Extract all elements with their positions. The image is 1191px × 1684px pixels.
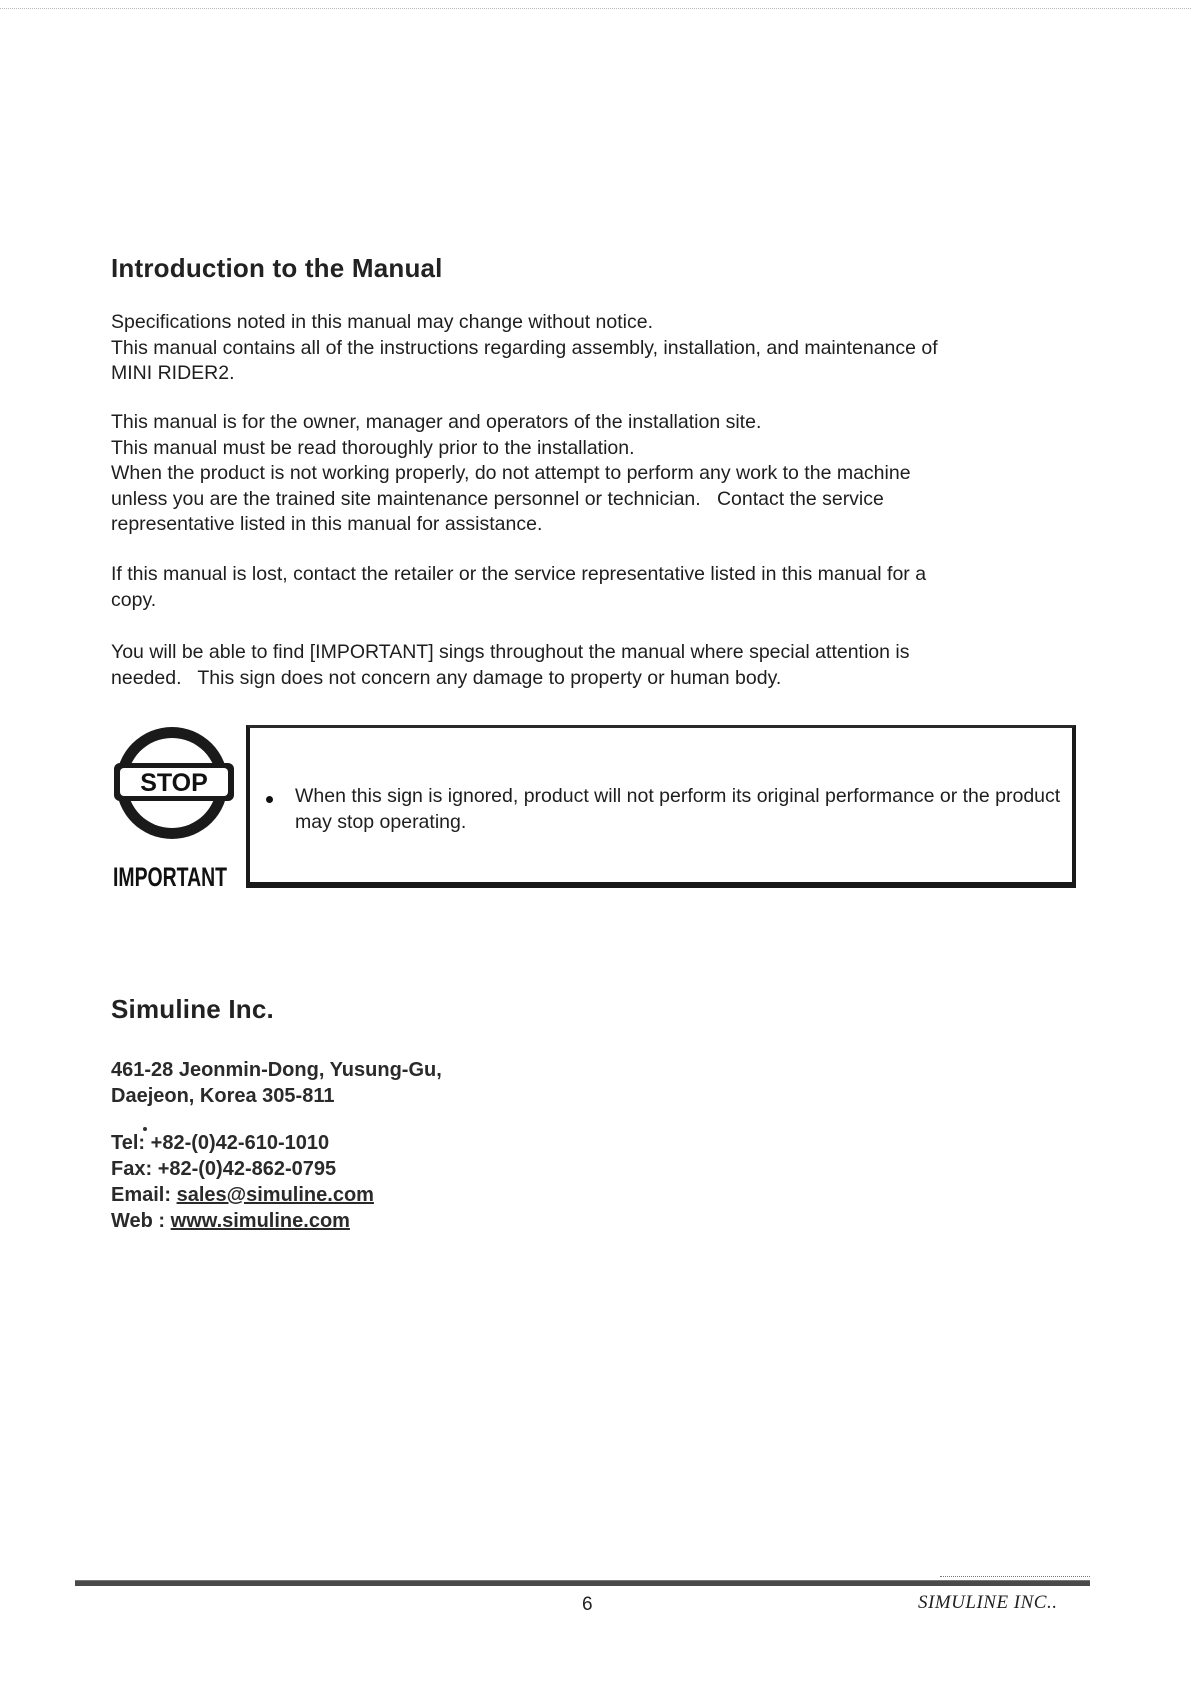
text-line: If this manual is lost, contact the retailer or the service representative listed in this manual for a <box>111 563 927 585</box>
text-line: When the product is not working properly, do not attempt to perform any work to the machine <box>111 462 911 484</box>
text-line: You will be able to find [IMPORTANT] sings throughout the manual where special attention is <box>111 641 910 663</box>
intro-paragraph-4 <box>111 640 1071 691</box>
text-line: copy. <box>111 588 157 611</box>
email-link[interactable]: sales@simuline.com <box>176 1184 374 1206</box>
important-label: IMPORTANT <box>113 862 228 892</box>
fax-line <box>111 1156 374 1182</box>
email-label: Email: <box>111 1184 177 1206</box>
company-contacts <box>111 1130 374 1234</box>
text-line: representative listed in this manual for assistance. <box>111 513 543 535</box>
company-name: Simuline Inc. <box>111 994 274 1024</box>
address-line: Daejeon, Korea 305-811 <box>111 1085 335 1107</box>
intro-title: Introduction to the Manual <box>111 253 443 283</box>
text-line: This manual must be read thoroughly prior to the installation. <box>111 436 635 459</box>
address-line: 461-28 Jeonmin-Dong, Yusung-Gu, <box>111 1059 442 1081</box>
text-line: needed. This sign does not concern any damage to property or human body. <box>111 666 782 689</box>
top-edge-scan-line <box>0 8 1191 9</box>
footer-company-name: SIMULINE INC.. <box>918 1592 1058 1613</box>
web-link[interactable]: www.simuline.com <box>170 1210 350 1232</box>
text-line: This manual is for the owner, manager and operators of the installation site. <box>111 411 762 433</box>
stop-label: STOP <box>140 769 208 797</box>
tel-line <box>111 1130 374 1156</box>
page-number: 6 <box>582 1594 593 1615</box>
text-line: Specifications noted in this manual may change without notice. <box>111 311 653 333</box>
footer-rule <box>75 1580 1090 1586</box>
web-label: Web : <box>111 1210 171 1232</box>
email-line <box>111 1182 374 1208</box>
bullet-icon <box>266 796 273 803</box>
text-line: unless you are the trained site maintenance personnel or technician. Contact the service <box>111 487 884 510</box>
text-line: This manual contains all of the instructions regarding assembly, installation, and maintenance of <box>111 336 938 359</box>
intro-paragraph-1 <box>111 310 1071 387</box>
tel-value: +82-(0)42-610-1010 <box>150 1132 330 1154</box>
notice-box <box>246 725 1076 888</box>
intro-paragraph-3 <box>111 562 1071 613</box>
company-address <box>111 1057 442 1109</box>
important-notice-block <box>112 723 1082 895</box>
stop-important-icon <box>112 723 242 895</box>
notice-text: When this sign is ignored, product will not perform its original performance or the product may stop operating. <box>295 785 1061 833</box>
web-line <box>111 1208 374 1234</box>
intro-paragraph-2 <box>111 410 1071 538</box>
fax-value: +82-(0)42-862-0795 <box>157 1158 337 1180</box>
tel-label: Tel: <box>111 1132 151 1154</box>
text-line: MINI RIDER2. <box>111 362 235 384</box>
fax-label: Fax: <box>111 1158 158 1180</box>
footer-rule-dotted <box>940 1576 1090 1577</box>
